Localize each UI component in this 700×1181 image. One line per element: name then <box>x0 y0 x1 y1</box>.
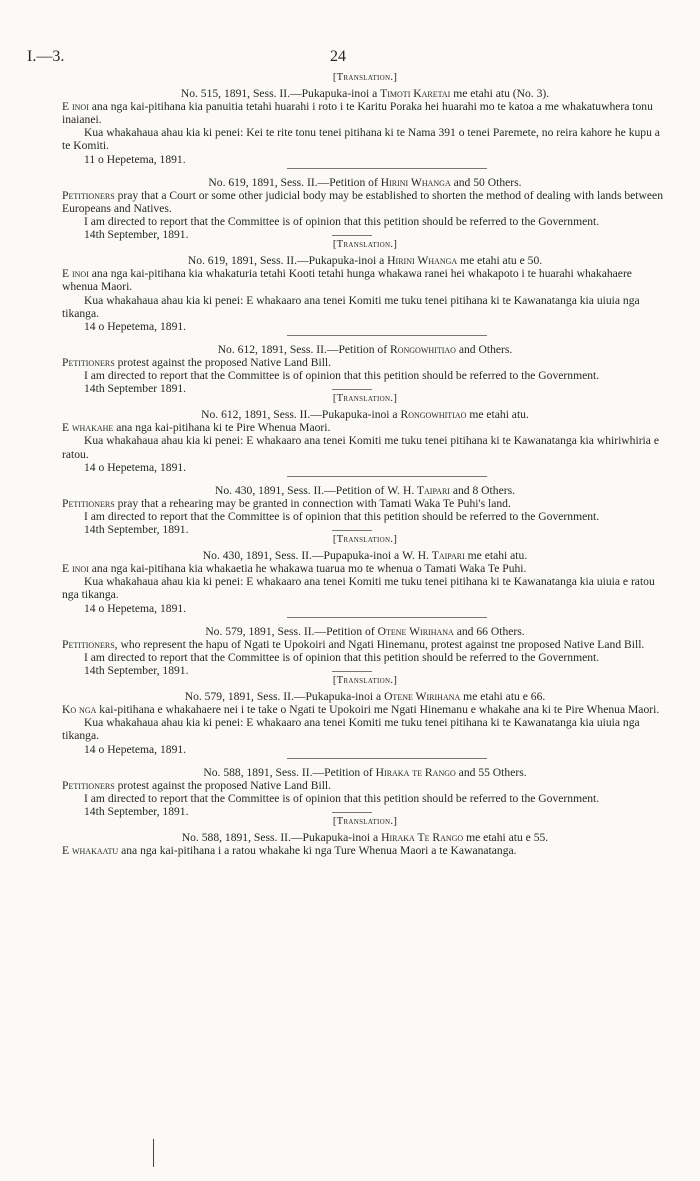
report-date: 14th September, 1891. <box>84 663 189 677</box>
committee-report: Kua whakahaua ahau kia ki penei: Kei te rite tonu tenei pitihana ki te Nama 391 o tenei Paremete, no reira kahore he kupu a te Komiti. <box>62 126 660 153</box>
petitioner-name: Hirini Whanga <box>387 254 458 268</box>
prayer-lead: Petitioners <box>62 188 115 202</box>
prayer-text: ana nga kai-pitihana kia panuitia tetahi huarahi i roto i te Karitu Poraka hei huarahi mo te katoa a me whakatuwhera tonu inaianei. <box>62 100 653 127</box>
prayer-text: ana nga kai-pitihana kia whakaetia he whakawa tuarua mo te whenua o Tamati Waka Te Puhi. <box>88 562 527 576</box>
prayer-text: ana nga kai-pitihana i a ratou whakahe ki nga Ture Whenua Maori a te Kawanatanga. <box>118 844 517 858</box>
section-divider <box>332 812 372 813</box>
committee-report: I am directed to report that the Committee is of opinion that this petition should be referred to the Government. <box>84 791 600 805</box>
petition-heading <box>62 254 668 267</box>
section-divider <box>332 530 372 531</box>
section-divider <box>287 758 487 759</box>
petition-heading <box>62 831 668 844</box>
translation-label-text: [Translation.] <box>332 534 398 546</box>
petition-heading <box>62 625 668 638</box>
heading-suffix: me etahi atu e 55. <box>463 831 549 845</box>
section-divider <box>287 617 487 618</box>
report-date: 14 o Hepetema, 1891. <box>84 460 187 474</box>
translation-label <box>62 71 668 84</box>
heading-prefix: No. 430, 1891, Sess. II.—Petition of <box>215 483 388 497</box>
page-number: 24 <box>330 48 346 65</box>
petition-heading <box>62 408 668 421</box>
heading-prefix: No. 515, 1891, Sess. II.—Pukapuka-inoi a <box>180 87 381 101</box>
petition-prayer <box>62 779 668 792</box>
report-date: 14 o Hepetema, 1891. <box>84 319 187 333</box>
section-divider <box>287 168 487 169</box>
margin-mark <box>153 1139 154 1167</box>
heading-suffix: me etahi atu e 66. <box>460 690 546 704</box>
petition-prayer <box>62 638 668 651</box>
heading-suffix: me etahi atu (No. 3). <box>450 87 550 101</box>
heading-prefix: No. 619, 1891, Sess. II.—Pukapuka-inoi a <box>187 254 388 268</box>
petition-prayer <box>62 100 668 126</box>
petition-prayer <box>62 703 668 716</box>
prayer-lead: E inoi <box>62 267 89 281</box>
petition-block <box>62 342 668 396</box>
prayer-text: protest against the proposed Native Land Bill. <box>114 778 332 792</box>
heading-suffix: and 66 Others. <box>453 624 525 638</box>
section-divider <box>332 235 372 236</box>
petition-prayer <box>62 497 668 510</box>
translation-label-text: [Translation.] <box>332 239 398 251</box>
prayer-lead: Petitioners <box>62 355 115 369</box>
committee-report: Kua whakahaua ahau kia ki penei: E whakaaro ana tenei Komiti me tuku tenei pitihana ki te Kawanatanga kia uiuia nga tikanga. <box>62 716 640 743</box>
petition-prayer <box>62 421 668 434</box>
prayer-lead: E inoi <box>62 562 89 576</box>
prayer-text: , who represent the hapu of Ngati te Upokoiri and Ngati Hinemanu, protest against tne proposed Native Land Bill. <box>114 637 645 651</box>
document-body <box>62 69 668 857</box>
petitioner-name: Otene Wirihana <box>384 690 461 704</box>
prayer-text: protest against the proposed Native Land Bill. <box>114 355 332 369</box>
committee-report: I am directed to report that the Committee is of opinion that this petition should be referred to the Government. <box>84 509 600 523</box>
prayer-text: ana nga kai-pitihana ki te Pire Whenua Maori. <box>113 421 331 435</box>
report-date: 11 o Hepetema, 1891. <box>84 152 186 166</box>
heading-prefix: No. 588, 1891, Sess. II.—Pukapuka-inoi a <box>181 831 382 845</box>
translation-label-text: [Translation.] <box>332 675 398 687</box>
petition-prayer <box>62 844 668 857</box>
report-date: 14th September, 1891. <box>84 523 189 536</box>
prayer-lead: Petitioners <box>62 778 115 792</box>
petition-heading <box>62 484 668 497</box>
heading-suffix: and 55 Others. <box>455 765 527 779</box>
report-date: 14 o Hepetema, 1891. <box>84 601 187 615</box>
petition-heading <box>62 549 668 562</box>
petitioner-name: Rongowhitiao <box>400 408 467 422</box>
prayer-lead: Ko nga <box>62 703 97 717</box>
translation-label-text: [Translation.] <box>332 72 398 83</box>
heading-prefix: No. 430, 1891, Sess. II.—Pupapuka-inoi a <box>202 549 403 563</box>
prayer-text: pray that a rehearing may be granted in connection with Tamati Waka Te Puhi's land. <box>114 496 511 510</box>
petitioner-name: W. H. Taipari <box>387 483 450 497</box>
prayer-text: pray that a Court or some other judicial body may be established to shorten the method of dealing with lands between Europeans and Natives. <box>62 188 663 215</box>
petition-prayer <box>62 562 668 575</box>
committee-report: Kua whakahaua ahau kia ki penei: E whakaaro ana tenei Komiti me tuku tenei pitihana ki te Kawanatanga kia uiuia e ratou nga tikanga. <box>62 575 655 602</box>
heading-suffix: and 8 Others. <box>449 483 515 497</box>
section-divider <box>287 335 487 336</box>
petitioner-name: W. H. Taipari <box>402 549 465 563</box>
translation-block <box>62 533 668 618</box>
petitioner-name: Otene Wirihana <box>377 624 454 638</box>
heading-prefix: No. 579, 1891, Sess. II.—Petition of <box>205 624 378 638</box>
translation-block <box>62 71 668 169</box>
prayer-text: ana nga kai-pitihana kia whakaturia tetahi Kooti tetahi hunga whakawa ranei hei whakapoto i te huarahi whakahaere whenua Maori. <box>62 267 632 294</box>
translation-block <box>62 238 668 336</box>
section-divider <box>332 671 372 672</box>
translation-block <box>62 392 668 477</box>
committee-report: Kua whakahaua ahau kia ki penei: E whakaaro ana tenei Komiti me tuku tenei pitihana ki te Kawanatanga kia uiuia nga tikanga. <box>62 293 640 320</box>
heading-prefix: No. 619, 1891, Sess. II.—Petition of <box>208 175 381 189</box>
petition-block <box>62 765 668 818</box>
petition-prayer <box>62 267 668 293</box>
petition-heading <box>62 690 668 703</box>
series-number: I.—3. <box>27 48 65 65</box>
heading-suffix: and 50 Others. <box>450 175 522 189</box>
heading-suffix: me etahi atu. <box>466 408 529 422</box>
committee-report: I am directed to report that the Committee is of opinion that this petition should be referred to the Government. <box>84 368 600 382</box>
petition-block <box>62 483 668 536</box>
petition-prayer <box>62 356 668 369</box>
petition-heading <box>62 176 668 189</box>
heading-suffix: me etahi atu. <box>464 549 528 563</box>
petitioner-name: Hirini Whanga <box>380 175 451 189</box>
petitioner-name: Timoti Karetai <box>380 87 451 101</box>
petitioner-name: Rongowhitiao <box>389 342 456 356</box>
committee-report: Kua whakahaua ahau kia ki penei: E whakaaro ana tenei Komiti me tuku tenei pitihana ki te Kawanatanga kia whiriwhiria e ratou. <box>62 434 659 461</box>
report-date: 14 o Hepetema, 1891. <box>84 742 187 756</box>
translation-label-text: [Translation.] <box>332 815 398 827</box>
petition-prayer <box>62 189 668 215</box>
prayer-text: kai-pitihana e whakahaere nei i te take o Ngati te Upokoiri me Ngati Hinemanu e whakahe ana ki te Pire Whenua Maori. <box>96 703 660 717</box>
prayer-lead: E inoi <box>62 100 89 114</box>
section-divider <box>287 476 487 477</box>
heading-prefix: No. 612, 1891, Sess. II.—Petition of <box>217 342 390 356</box>
petitioner-name: Hiraka te Rango <box>375 765 456 779</box>
report-date: 14th September, 1891. <box>84 804 189 818</box>
petition-heading <box>62 343 668 356</box>
report-date: 14th September, 1891. <box>84 228 189 242</box>
prayer-lead: Petitioners <box>62 496 115 510</box>
prayer-lead: Petitioners <box>62 637 115 651</box>
heading-prefix: No. 579, 1891, Sess. II.—Pukapuka-inoi a <box>184 690 385 704</box>
translation-block <box>62 815 668 857</box>
petition-block <box>62 624 668 677</box>
heading-suffix: and Others. <box>455 342 513 356</box>
heading-prefix: No. 588, 1891, Sess. II.—Petition of <box>203 765 376 779</box>
committee-report: I am directed to report that the Committee is of opinion that this petition should be referred to the Government. <box>84 650 600 664</box>
translation-block <box>62 674 668 759</box>
heading-prefix: No. 612, 1891, Sess. II.—Pukapuka-inoi a <box>201 408 401 422</box>
prayer-lead: E whakahe <box>62 421 114 435</box>
heading-suffix: me etahi atu e 50. <box>457 254 543 268</box>
petition-block <box>62 175 668 242</box>
petitioner-name: Hiraka Te Rango <box>381 831 464 845</box>
translation-label-text: [Translation.] <box>332 393 398 405</box>
petition-heading <box>62 87 668 100</box>
prayer-lead: E whakaatu <box>62 844 119 858</box>
committee-report: I am directed to report that the Committee is of opinion that this petition should be referred to the Government. <box>84 214 600 228</box>
petition-heading <box>62 766 668 779</box>
report-date: 14th September 1891. <box>84 382 187 396</box>
section-divider <box>332 389 372 390</box>
